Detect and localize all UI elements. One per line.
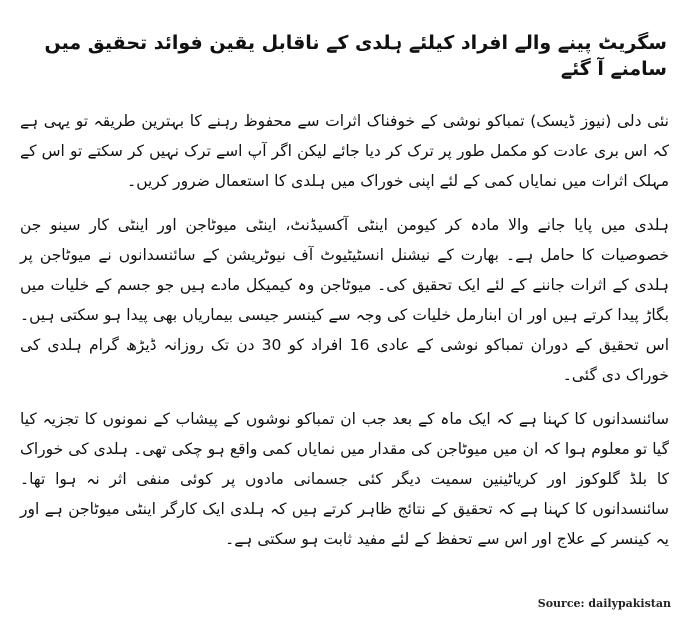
article-paragraph-1: نئی دلی (نیوز ڈیسک) تمباکو نوشی کے خوفناک اثرات سے محفوظ رہنے کا بہترین طریقہ تو یہی ہے کہ اس بری عادت کو مکمل طور پر ترک کر دیا جائے لیکن اگر آپ اسے ترک نہیں کر سکتے تو اس کے مہلک اثرات میں نمایاں کمی کے لئے اپنی خوراک میں ہلدی کا استعمال ضرور کریں۔ — [20, 112, 669, 190]
article-paragraph-2: ہلدی میں پایا جانے والا مادہ کر کیومن اینٹی آکسیڈنٹ، اینٹی میوٹاجن اور اینٹی کار سینو جن خصوصیات کا حامل ہے۔ بھارت کے نیشنل انسٹیٹیوٹ آف نیوٹریشن کے سائنسدانوں نے میوٹاجن پر ہلدی کے اثرات جاننے کے لئے ایک تحقیق کی۔ میوٹاجن وہ کیمیکل مادے ہیں جو جسم کے خلیات میں بگاڑ پیدا کرتے ہیں اور ان ابنارمل خلیات کی وجہ سے کینسر جیسی بیماریاں بھی پیدا ہو سکتی ہیں۔ اس تحقیق کے دوران تمباکو نوشی کے عادی 16 افراد کو 30 دن تک روزانہ ڈیڑھ گرام ہلدی کی خوراک دی گئی۔ — [20, 216, 670, 384]
article-headline: سگریٹ پینے والے افراد کیلئے ہلدی کے ناقابل یقین فوائد تحقیق میں سامنے آ گئے — [44, 32, 667, 80]
article-source: Source: dailypakistan — [537, 597, 671, 610]
article-paragraph-3: سائنسدانوں کا کہنا ہے کہ ایک ماہ کے بعد جب ان تمباکو نوشوں کے پیشاب کے نمونوں کا تجزیہ کیا گیا تو معلوم ہوا کہ ان میں میوٹاجن کی مقدار میں نمایاں کمی واقع ہو چکی تھی۔ ہلدی کی خوراک کا بلڈ گلوکوز اور کریاٹینین سمیت دیگر کئی جسمانی مادوں پر کوئی منفی اثر نہ ہوا تھا۔ سائنسدانوں کا کہنا ہے کہ تحقیق کے نتائج ظاہر کرتے ہیں کہ ہلدی ایک کارگر اینٹی میوٹاجن ہے اور یہ کینسر کے علاج اور اس سے تحفظ کے لئے مفید ثابت ہو سکتی ہے۔ — [20, 410, 669, 548]
